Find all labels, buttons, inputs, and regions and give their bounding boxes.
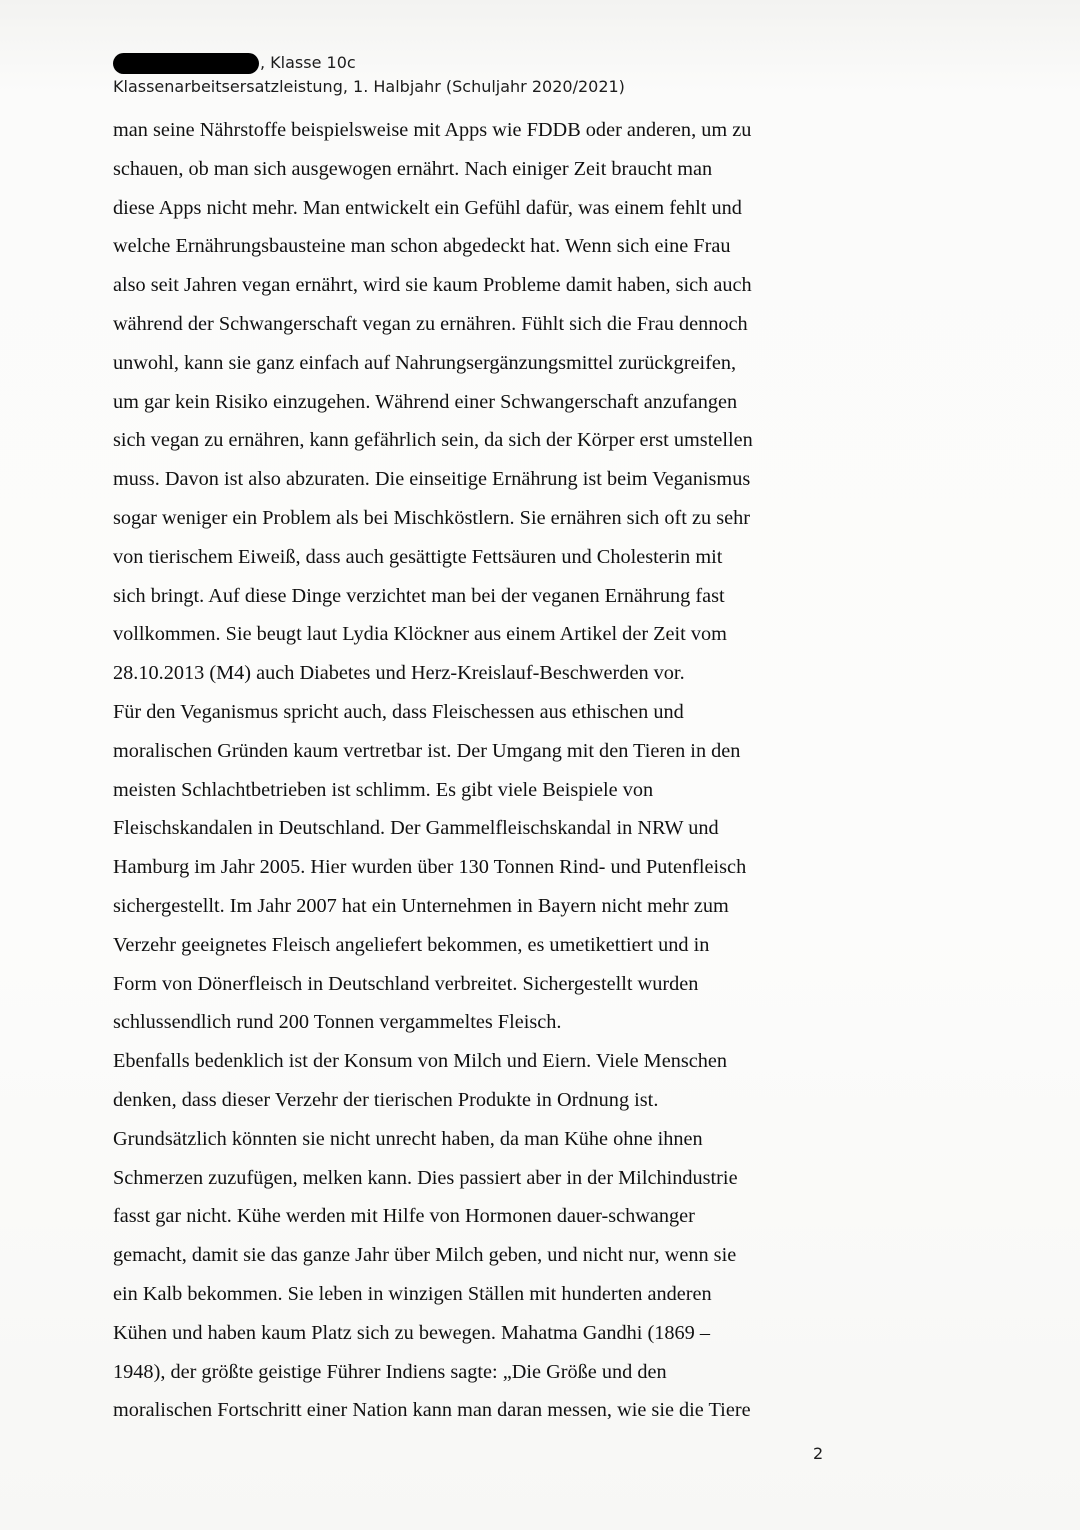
- body-line: Fleischskandalen in Deutschland. Der Gammelfleischskandal in NRW und: [113, 817, 719, 840]
- body-line: welche Ernährungsbausteine man schon abgedeckt hat. Wenn sich eine Frau: [113, 235, 731, 258]
- class-label: , Klasse 10c: [260, 53, 356, 72]
- body-line: ein Kalb bekommen. Sie leben in winzigen Ställen mit hunderten anderen: [113, 1282, 712, 1305]
- body-line: schauen, ob man sich ausgewogen ernährt. Nach einiger Zeit braucht man: [113, 157, 713, 180]
- body-line: muss. Davon ist also abzuraten. Die einseitige Ernährung ist beim Veganismus: [113, 468, 751, 491]
- body-line: während der Schwangerschaft vegan zu ernähren. Fühlt sich die Frau dennoch: [113, 312, 748, 335]
- body-line: 1948), der größte geistige Führer Indiens sagte: „Die Größe und den: [113, 1360, 667, 1383]
- body-line: also seit Jahren vegan ernährt, wird sie kaum Probleme damit haben, sich auch: [113, 274, 752, 297]
- document-header: [113, 51, 625, 99]
- body-line: sichergestellt. Im Jahr 2007 hat ein Unternehmen in Bayern nicht mehr zum: [113, 894, 729, 917]
- page-number: 2: [813, 1444, 824, 1463]
- body-line: sogar weniger ein Problem als bei Mischköstlern. Sie ernähren sich oft zu sehr: [113, 506, 750, 529]
- body-line: gemacht, damit sie das ganze Jahr über Milch geben, und nicht nur, wenn sie: [113, 1244, 737, 1267]
- body-line: Ebenfalls bedenklich ist der Konsum von Milch und Eiern. Viele Menschen: [113, 1050, 728, 1073]
- body-line: Hamburg im Jahr 2005. Hier wurden über 130 Tonnen Rind- und Putenfleisch: [113, 856, 747, 879]
- body-line: man seine Nährstoffe beispielsweise mit Apps wie FDDB oder anderen, um zu: [113, 119, 752, 141]
- body-line: meisten Schlachtbetrieben ist schlimm. Es gibt viele Beispiele von: [113, 778, 654, 801]
- body-line: Form von Dönerfleisch in Deutschland verbreitet. Sichergestellt wurden: [113, 972, 699, 995]
- body-line: denken, dass dieser Verzehr der tierischen Produkte in Ordnung ist.: [113, 1088, 659, 1111]
- body-line: Kühen und haben kaum Platz sich zu bewegen. Mahatma Gandhi (1869 –: [113, 1321, 711, 1344]
- header-subtitle: Klassenarbeitsersatzleistung, 1. Halbjahr (Schuljahr 2020/2021): [113, 77, 625, 96]
- body-text: [113, 111, 843, 1430]
- body-line: vollkommen. Sie beugt laut Lydia Klöckner aus einem Artikel der Zeit vom: [113, 623, 727, 646]
- body-line: Verzehr geeignetes Fleisch angeliefert bekommen, es umetikettiert und in: [113, 933, 710, 956]
- body-line: 28.10.2013 (M4) auch Diabetes und Herz-Kreislauf-Beschwerden vor.: [113, 662, 685, 685]
- body-line: sich vegan zu ernähren, kann gefährlich sein, da sich der Körper erst umstellen: [113, 429, 753, 452]
- body-line: von tierischem Eiweiß, dass auch gesättigte Fettsäuren und Cholesterin mit: [113, 545, 723, 568]
- body-line: Grundsätzlich könnten sie nicht unrecht haben, da man Kühe ohne ihnen: [113, 1127, 703, 1150]
- body-line: um gar kein Risiko einzugehen. Während einer Schwangerschaft anzufangen: [113, 390, 738, 413]
- body-line: moralischen Fortschritt einer Nation kann man daran messen, wie sie die Tiere: [113, 1399, 751, 1422]
- body-line: unwohl, kann sie ganz einfach auf Nahrungsergänzungsmittel zurückgreifen,: [113, 351, 737, 374]
- body-line: moralischen Gründen kaum vertretbar ist. Der Umgang mit den Tieren in den: [113, 739, 741, 762]
- body-line: Für den Veganismus spricht auch, dass Fleischessen aus ethischen und: [113, 700, 684, 723]
- redacted-name-bar: [113, 53, 259, 74]
- body-line: schlussendlich rund 200 Tonnen vergammeltes Fleisch.: [113, 1011, 562, 1034]
- body-line: diese Apps nicht mehr. Man entwickelt ein Gefühl dafür, was einem fehlt und: [113, 196, 742, 219]
- body-line: Schmerzen zuzufügen, melken kann. Dies passiert aber in der Milchindustrie: [113, 1166, 738, 1189]
- header-name-line: [113, 51, 625, 75]
- body-line: fasst gar nicht. Kühe werden mit Hilfe von Hormonen dauer-schwanger: [113, 1205, 695, 1228]
- body-line: sich bringt. Auf diese Dinge verzichtet man bei der veganen Ernährung fast: [113, 584, 725, 607]
